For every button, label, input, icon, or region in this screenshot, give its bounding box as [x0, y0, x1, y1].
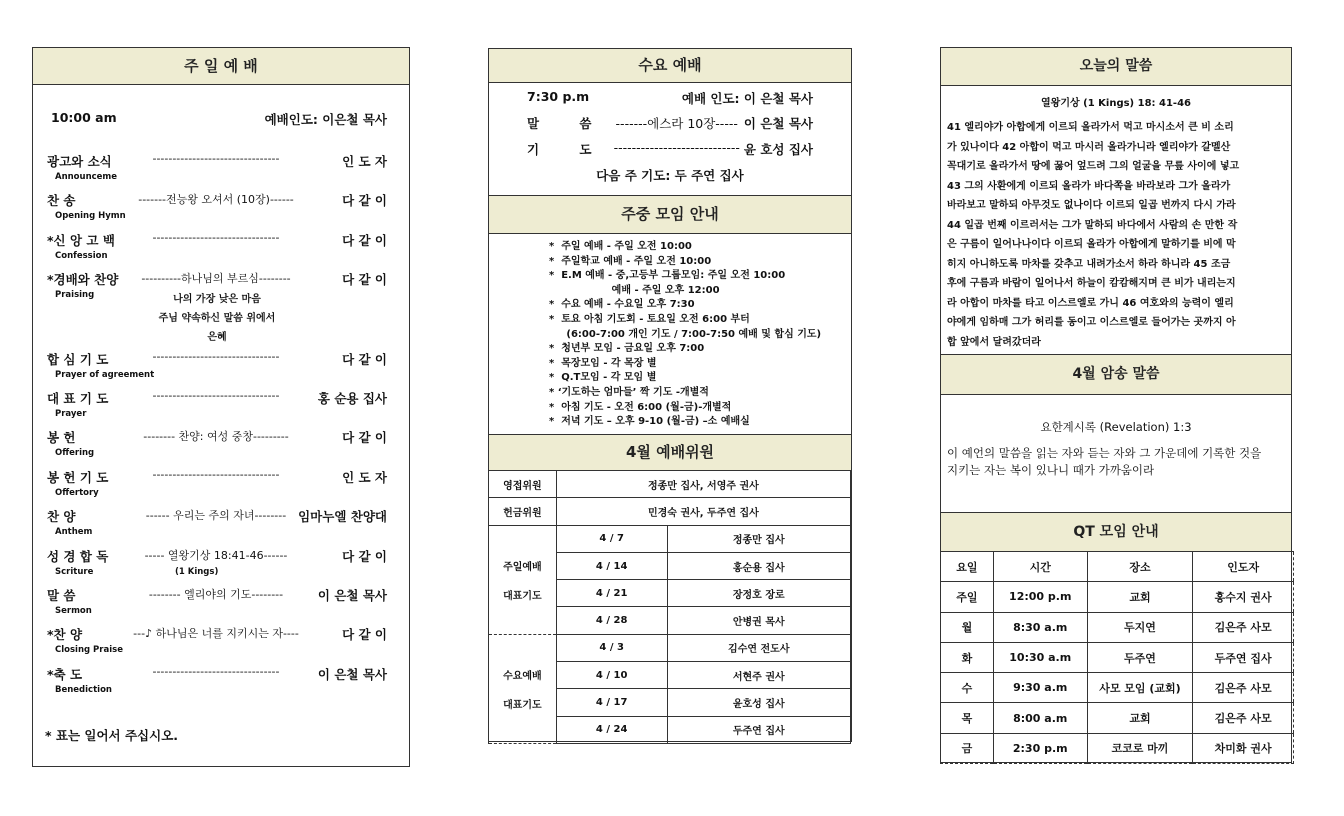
order-item-person: 임마누엘 찬양대 — [298, 509, 387, 525]
order-item-line — [47, 191, 387, 207]
order-item-name: *축 도 — [47, 666, 83, 682]
order-item-detail: -------------------------------- — [152, 467, 280, 481]
qt-cell: 두주연 집사 — [1193, 642, 1294, 672]
worship-committee-table — [488, 470, 851, 744]
scripture-line: 43 그의 사환에게 이르되 올라가 바다쪽을 바라보라 그가 올라가 — [947, 180, 1231, 192]
sunday-time: 10:00 am — [51, 110, 117, 125]
order-item-english: Closing Praise — [55, 645, 123, 656]
qt-cell: 수 — [941, 673, 994, 703]
sunday-prayer-category — [489, 525, 557, 634]
right-column — [940, 47, 1292, 763]
order-item-detail: ------ 우리는 주의 자녀-------- — [145, 509, 287, 523]
order-item-line — [47, 231, 387, 247]
order-item-english-ref: (1 Kings) — [175, 566, 219, 577]
sunday-service-panel — [32, 47, 410, 767]
meeting-item: 예배 - 주일 오후 12:00 — [549, 284, 720, 296]
greeters-names: 정종만 집사, 서영주 권사 — [556, 471, 850, 498]
wednesday-prayer-category — [489, 634, 557, 743]
memory-verse-panel — [940, 354, 1292, 513]
qt-cell: 두주연 — [1087, 642, 1193, 672]
wednesday-time-row — [527, 89, 813, 107]
qt-cell: 교회 — [1087, 703, 1193, 733]
memory-verse-title: 4월 암송 말씀 — [941, 355, 1291, 395]
order-item-detail: -------전능왕 오셔서 (10장)------ — [138, 193, 294, 207]
table-row — [941, 642, 1294, 672]
prayer-date: 4 / 21 — [556, 580, 667, 607]
wednesday-sermon-label: 말 씀 — [527, 116, 610, 131]
order-item-person: 다 같 이 — [342, 430, 387, 446]
order-item-person: 다 같 이 — [342, 627, 387, 643]
order-item-name: *신 앙 고 백 — [47, 232, 115, 248]
qt-column-header: 요일 — [941, 552, 994, 582]
wednesday-sermon-who: 이 은철 목사 — [743, 116, 813, 131]
order-item-person: 이 은철 목사 — [317, 587, 387, 603]
wednesday-service-title: 수요 예배 — [489, 49, 851, 83]
order-item-line — [47, 507, 387, 523]
order-item-line — [47, 547, 387, 563]
meeting-item: * 저녁 기도 – 오후 9-10 (월-금) –소 예배실 — [549, 416, 750, 428]
next-week-prayer: 다음 주 기도: 두 주연 집사 — [596, 168, 744, 183]
wednesday-prayer-label: 기 도 — [527, 142, 610, 157]
order-item-line — [47, 428, 387, 444]
prayer-name: 안병권 목사 — [667, 607, 850, 634]
scripture-line: 41 엘리야가 아합에게 이르되 올라가서 먹고 마시소서 큰 비 소리 — [947, 122, 1234, 133]
prayer-name: 윤호성 집사 — [667, 689, 850, 716]
scripture-line: 히지 아니하도록 마차를 갖추고 내려가소서 하라 하니라 45 조금 — [947, 258, 1231, 270]
meeting-item: (6:00-7:00 개인 기도 / 7:00-7:50 예배 및 합심 기도) — [549, 328, 822, 340]
order-of-service — [47, 152, 387, 704]
prayer-date: 4 / 24 — [556, 716, 667, 743]
order-item-line — [47, 586, 387, 602]
prayer-date: 4 / 3 — [556, 634, 667, 661]
qt-cell: 9:30 a.m — [993, 673, 1087, 703]
order-item-english: Benediction — [55, 684, 112, 695]
order-item-english: Prayer — [55, 408, 87, 419]
qt-cell: 10:30 a.m — [993, 642, 1087, 672]
qt-column-header: 시간 — [993, 552, 1087, 582]
scripture-line: 합 앞에서 달려갔더라 — [947, 336, 1041, 348]
memory-verse-line: 지키는 자는 복이 있나니 때가 가까움이라 — [947, 463, 1155, 477]
todays-word-title: 오늘의 말씀 — [941, 48, 1291, 86]
scripture-line: 44 일곱 번째 이르러서는 그가 말하되 바다에서 사람의 손 만한 작 — [947, 219, 1238, 231]
order-item-english: Confession — [55, 250, 108, 261]
qt-meetings-table — [940, 551, 1294, 764]
weekly-meetings-title: 주중 모임 안내 — [489, 196, 851, 234]
order-item — [47, 428, 387, 467]
wednesday-sermon-row — [527, 114, 813, 132]
prayer-date: 4 / 28 — [556, 607, 667, 634]
prayer-name: 장정호 장로 — [667, 580, 850, 607]
qt-cell: 교회 — [1087, 582, 1193, 612]
order-item-english: Scriture — [55, 566, 94, 577]
order-item-line — [47, 350, 387, 366]
memory-verse-text — [947, 445, 1287, 479]
todays-word-panel — [940, 47, 1292, 355]
order-item — [47, 231, 387, 270]
order-item-person: 홍 순용 집사 — [317, 390, 387, 406]
table-row — [941, 733, 1294, 763]
order-item — [47, 625, 387, 664]
greeters-label: 영접위원 — [489, 471, 557, 498]
qt-cell: 김은주 사모 — [1193, 673, 1294, 703]
scripture-line: 가 있나이다 42 아합이 먹고 마시러 올라가니라 엘리야가 갈멜산 — [947, 141, 1231, 153]
order-item-line — [47, 625, 387, 641]
order-item — [47, 665, 387, 704]
wednesday-prayer-text: ---------------------------- — [613, 140, 740, 155]
qt-cell: 김은주 사모 — [1193, 612, 1294, 642]
worship-committee-panel — [488, 434, 852, 742]
order-item-english: Offering — [55, 448, 95, 459]
order-item-name: 성 경 합 독 — [47, 548, 109, 564]
qt-cell: 주일 — [941, 582, 994, 612]
order-item-name: 말 씀 — [47, 587, 76, 603]
meeting-item: * 수요 예배 - 수요일 오후 7:30 — [549, 299, 695, 311]
sunday-service-title: 주 일 예 배 — [33, 48, 409, 85]
scripture-line: 라 아합이 마차를 타고 이스르엘로 가니 46 여호와의 능력이 엘리 — [947, 297, 1234, 309]
scripture-line: 야에게 임하매 그가 허리를 동이고 이스르엘로 들어가는 곳까지 아 — [947, 317, 1236, 328]
order-item-line — [47, 468, 387, 484]
qt-cell: 8:00 a.m — [993, 703, 1087, 733]
qt-column-header: 인도자 — [1193, 552, 1294, 582]
sunday-leader: 예배인도: 이은철 목사 — [264, 112, 387, 127]
order-item-person: 다 같 이 — [342, 232, 387, 248]
order-item-detail: -------------------------------- — [152, 152, 280, 165]
order-item-name: 봉 헌 기 도 — [47, 469, 109, 485]
memory-verse-reference: 요한계시록 (Revelation) 1:3 — [1040, 420, 1192, 434]
order-item-name: 합 심 기 도 — [47, 351, 109, 367]
order-item — [47, 586, 387, 625]
prayer-name: 홍순용 집사 — [667, 552, 850, 579]
table-row — [489, 471, 851, 498]
middle-column — [488, 48, 852, 742]
order-item-english: Prayer of agreement — [55, 369, 155, 380]
todays-word-text — [947, 118, 1287, 352]
todays-word-reference: 열왕기상 (1 Kings) 18: 41-46 — [1041, 98, 1191, 109]
order-item-english: Opening Hymn — [55, 211, 126, 222]
qt-meetings-title: QT 모임 안내 — [941, 513, 1291, 552]
order-item-english: Sermon — [55, 605, 92, 616]
offering-names: 민경숙 권사, 두주연 집사 — [556, 498, 850, 525]
prayer-date: 4 / 17 — [556, 689, 667, 716]
order-item-detail: ---♪ 하나님은 너를 지키시는 자---- — [133, 627, 299, 641]
order-item-person: 인 도 자 — [342, 469, 387, 485]
order-item-person: 다 같 이 — [342, 193, 387, 209]
sunday-prayer-label: 대표기도 — [503, 590, 542, 602]
meeting-item: * Q.T모임 - 각 모임 별 — [549, 372, 657, 384]
sunday-category-label: 주일예배 — [503, 561, 542, 573]
scripture-line: 꼭대기로 올라가서 땅에 꿇어 엎드려 그의 얼굴을 무릎 사이에 넣고 — [947, 161, 1240, 172]
qt-cell: 화 — [941, 642, 994, 672]
order-item-detail: -------------------------------- — [152, 388, 280, 402]
qt-cell: 코코로 마끼 — [1087, 733, 1193, 763]
order-item-person: 이 은철 목사 — [317, 666, 387, 682]
prayer-date: 4 / 10 — [556, 662, 667, 689]
table-row — [489, 634, 851, 661]
order-item-name: 찬 양 — [47, 509, 76, 525]
prayer-name: 두주연 집사 — [667, 716, 850, 743]
meeting-item: * 주일학교 예배 - 주일 오전 10:00 — [549, 255, 712, 267]
prayer-date: 4 / 7 — [556, 525, 667, 552]
order-item-detail: -------------------------------- — [152, 664, 280, 678]
meeting-item: * ‘기도하는 엄마들’ 짝 기도 -개별적 — [549, 386, 709, 398]
qt-cell: 8:30 a.m — [993, 612, 1087, 642]
order-item-line — [47, 389, 387, 405]
lyric-line: 나의 가장 낮은 마음 — [173, 293, 261, 305]
table-row — [489, 525, 851, 552]
order-item-person: 인 도 자 — [342, 154, 387, 169]
order-item-name: 대 표 기 도 — [47, 390, 109, 406]
qt-cell: 금 — [941, 733, 994, 763]
wednesday-prayer-label: 대표기도 — [503, 699, 542, 711]
scripture-line: 은 구름이 일어나나이다 이르되 올라가 아합에게 말하기를 비에 막 — [947, 239, 1236, 250]
qt-meetings-panel — [940, 512, 1292, 763]
wednesday-service-panel — [488, 48, 852, 196]
order-item-english: Praising — [55, 290, 95, 301]
qt-cell: 김은주 사모 — [1193, 703, 1294, 733]
meeting-item: * 목장모임 - 각 목장 별 — [549, 357, 657, 369]
scripture-line: 후에 구름과 바람이 일어나서 하늘이 캄캄해지며 큰 비가 내리는지 — [947, 278, 1236, 289]
order-item — [47, 389, 387, 428]
weekly-meetings-panel — [488, 195, 852, 435]
order-item-name: 찬 송 — [47, 193, 76, 209]
order-item-name: 광고와 소식 — [47, 154, 112, 169]
qt-column-header: 장소 — [1087, 552, 1193, 582]
order-item — [47, 468, 387, 507]
standing-footnote: * 표는 일어서 주십시오. — [45, 728, 179, 743]
qt-cell: 사모 모임 (교회) — [1087, 673, 1193, 703]
order-item-detail: -------- 엘리야의 기도-------- — [148, 587, 284, 601]
order-item-line — [47, 665, 387, 681]
wednesday-time: 7:30 p.m — [527, 89, 590, 104]
meeting-item: * 아침 기도 - 오전 6:00 (월-금)-개별적 — [549, 401, 732, 413]
scripture-line: 바라보고 말하되 아무것도 없나이다 이르되 일곱 번까지 다시 가라 — [947, 200, 1236, 211]
meeting-item: * E.M 예배 - 중,고등부 그룹모임: 주일 오전 10:00 — [549, 270, 786, 282]
prayer-name: 정종만 집사 — [667, 525, 850, 552]
order-item-detail: ----- 열왕기상 18:41-46------ — [144, 548, 288, 562]
qt-cell: 홍수지 권사 — [1193, 582, 1294, 612]
meeting-item: * 토요 아침 기도회 - 토요일 오전 6:00 부터 — [549, 313, 750, 325]
order-item — [47, 350, 387, 389]
order-item — [47, 547, 387, 586]
prayer-date: 4 / 14 — [556, 552, 667, 579]
table-row — [941, 673, 1294, 703]
worship-committee-title: 4월 예배위원 — [489, 435, 851, 471]
qt-cell: 차미화 권사 — [1193, 733, 1294, 763]
wednesday-leader: 예배 인도: 이 은철 목사 — [681, 91, 813, 106]
sunday-time-row — [51, 110, 387, 128]
order-item-name: *경배와 찬양 — [47, 272, 119, 288]
lyric-line: 은혜 — [207, 331, 227, 343]
order-item-english: Offertory — [55, 487, 99, 498]
order-item-name: *찬 양 — [47, 627, 83, 643]
qt-cell: 목 — [941, 703, 994, 733]
order-item — [47, 152, 387, 191]
qt-cell: 두지연 — [1087, 612, 1193, 642]
order-item — [47, 507, 387, 546]
offering-label: 헌금위원 — [489, 498, 557, 525]
order-item-person: 다 같 이 — [342, 351, 387, 367]
wednesday-prayer-who: 윤 호성 집사 — [743, 142, 813, 157]
table-row — [941, 582, 1294, 612]
order-item-detail: -------------------------------- — [152, 349, 280, 363]
wednesday-category-label: 수요예배 — [503, 670, 542, 682]
table-row — [941, 703, 1294, 733]
order-item-detail: ----------하나님의 부르심-------- — [141, 272, 291, 286]
order-item-person: 다 같 이 — [342, 548, 387, 564]
order-item-english: Announceme — [55, 172, 118, 182]
qt-cell: 2:30 p.m — [993, 733, 1087, 763]
order-item — [47, 191, 387, 230]
meeting-item: * 청년부 모임 - 금요일 오후 7:00 — [549, 343, 705, 355]
memory-verse-line: 이 예언의 말씀을 읽는 자와 듣는 자와 그 가운데에 기록한 것을 — [947, 446, 1262, 460]
wednesday-sermon-text: -------에스라 10장----- — [615, 116, 738, 131]
order-item-detail: -------------------------------- — [152, 230, 280, 244]
qt-header-row — [941, 552, 1294, 582]
order-item-detail: -------- 찬양: 여성 중창--------- — [143, 430, 289, 444]
prayer-name: 김수연 전도사 — [667, 634, 850, 661]
table-row — [489, 498, 851, 525]
qt-cell: 12:00 p.m — [993, 582, 1087, 612]
table-row — [941, 612, 1294, 642]
order-item-line — [47, 270, 387, 286]
meeting-item: * 주일 예배 - 주일 오전 10:00 — [549, 241, 692, 252]
order-item-english: Anthem — [55, 527, 93, 538]
wednesday-prayer-row — [527, 140, 813, 158]
order-item-person: 다 같 이 — [342, 272, 387, 288]
lyric-line: 주님 약속하신 말씀 위에서 — [158, 312, 276, 324]
prayer-name: 서현주 권사 — [667, 662, 850, 689]
qt-cell: 월 — [941, 612, 994, 642]
order-item-name: 봉 헌 — [47, 430, 76, 446]
order-item-line — [47, 152, 387, 168]
weekly-meetings-list — [549, 240, 841, 430]
